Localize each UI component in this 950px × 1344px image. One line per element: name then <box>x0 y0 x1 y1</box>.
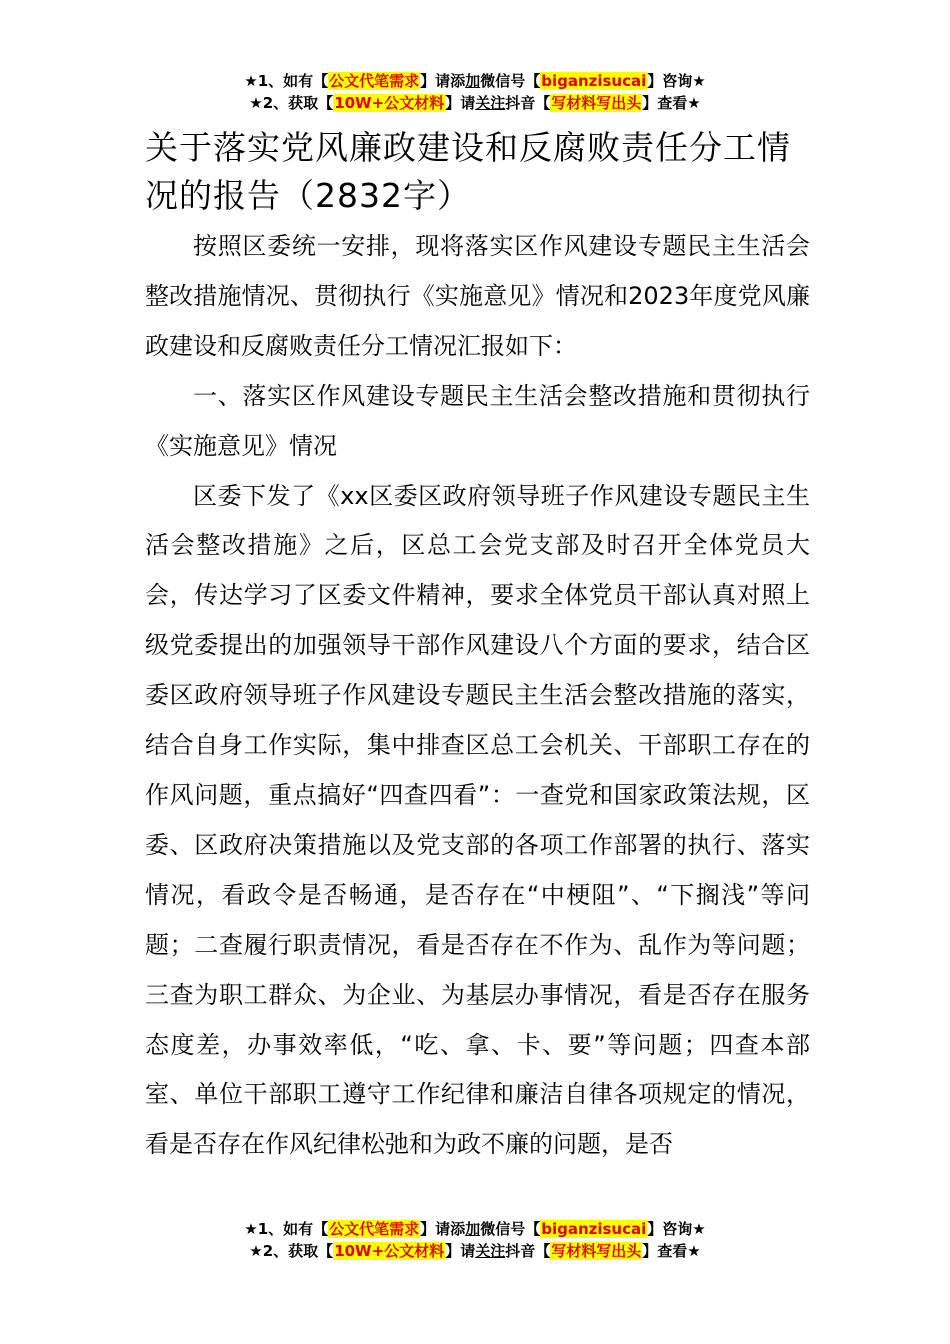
paragraph: 按照区委统一安排，现将落实区作风建设专题民主生活会整改措施情况、贯彻执行《实施意见》情况和2023年度党风廉政建设和反腐败责任分工情况汇报如下： <box>145 232 810 360</box>
banner-highlight: 10W+公文材料 <box>334 94 445 112</box>
banner-line-2: ★2、获取【10W+公文材料】请关注抖音【写材料写出头】查看★ <box>249 94 701 112</box>
banner-line-2: ★2、获取【10W+公文材料】请关注抖音【写材料写出头】查看★ <box>249 1242 701 1260</box>
banner-highlight: 公文代笔需求 <box>329 72 420 90</box>
banner-highlight: 公文代笔需求 <box>329 1220 420 1238</box>
paragraph: 区委下发了《xx区委区政府领导班子作风建设专题民主生活会整改措施》之后，区总工会党支部及时召开全体党员大会，传达学习了区委文件精神，要求全体党员干部认真对照上级党委提出的加强领导干部作风建设八个方面的要求，结合区委区政府领导班子作风建设专题民主生活会整改措施的落实，结合自身工作实际，集中排查区总工会机关、干部职工存在的作风问题，重点搞好“四查四看”：一查党和国家政策法规，区委、区政府决策措施以及党支部的各项工作部署的执行、落实情况，看政令是否畅通，是否存在“中梗阻”、“下搁浅”等问题；二查履行职责情况，看是否存在不作为、乱作为等问题；三查为职工群众、为企业、为基层办事情况，看是否存在服务态度差，办事效率低，“吃、拿、卡、要”等问题；四查本部室、单位干部职工遵守工作纪律和廉洁自律各项规定的情况，看是否存在作风纪律松弛和为政不廉的问题，是否 <box>145 481 810 1159</box>
document-title: 关于落实党风廉政建设和反腐败责任分工情况的报告（2832字） <box>145 128 791 215</box>
banner-highlight: 写材料写出头 <box>551 1242 642 1260</box>
banner-highlight: 写材料写出头 <box>551 94 642 112</box>
banner-highlight: biganzisucai <box>541 1220 647 1238</box>
banner-highlight: 10W+公文材料 <box>334 1242 445 1260</box>
banner-highlight: biganzisucai <box>541 72 647 90</box>
header-banner <box>0 70 950 114</box>
banner-line-1: ★1、如有【公文代笔需求】请添加微信号【biganzisucai】咨询★ <box>244 1220 706 1238</box>
footer-banner <box>0 1218 950 1262</box>
document-body <box>145 222 810 1170</box>
banner-line-1: ★1、如有【公文代笔需求】请添加微信号【biganzisucai】咨询★ <box>244 72 706 90</box>
section-heading: 一、落实区作风建设专题民主生活会整改措施和贯彻执行《实施意见》情况 <box>145 381 810 460</box>
